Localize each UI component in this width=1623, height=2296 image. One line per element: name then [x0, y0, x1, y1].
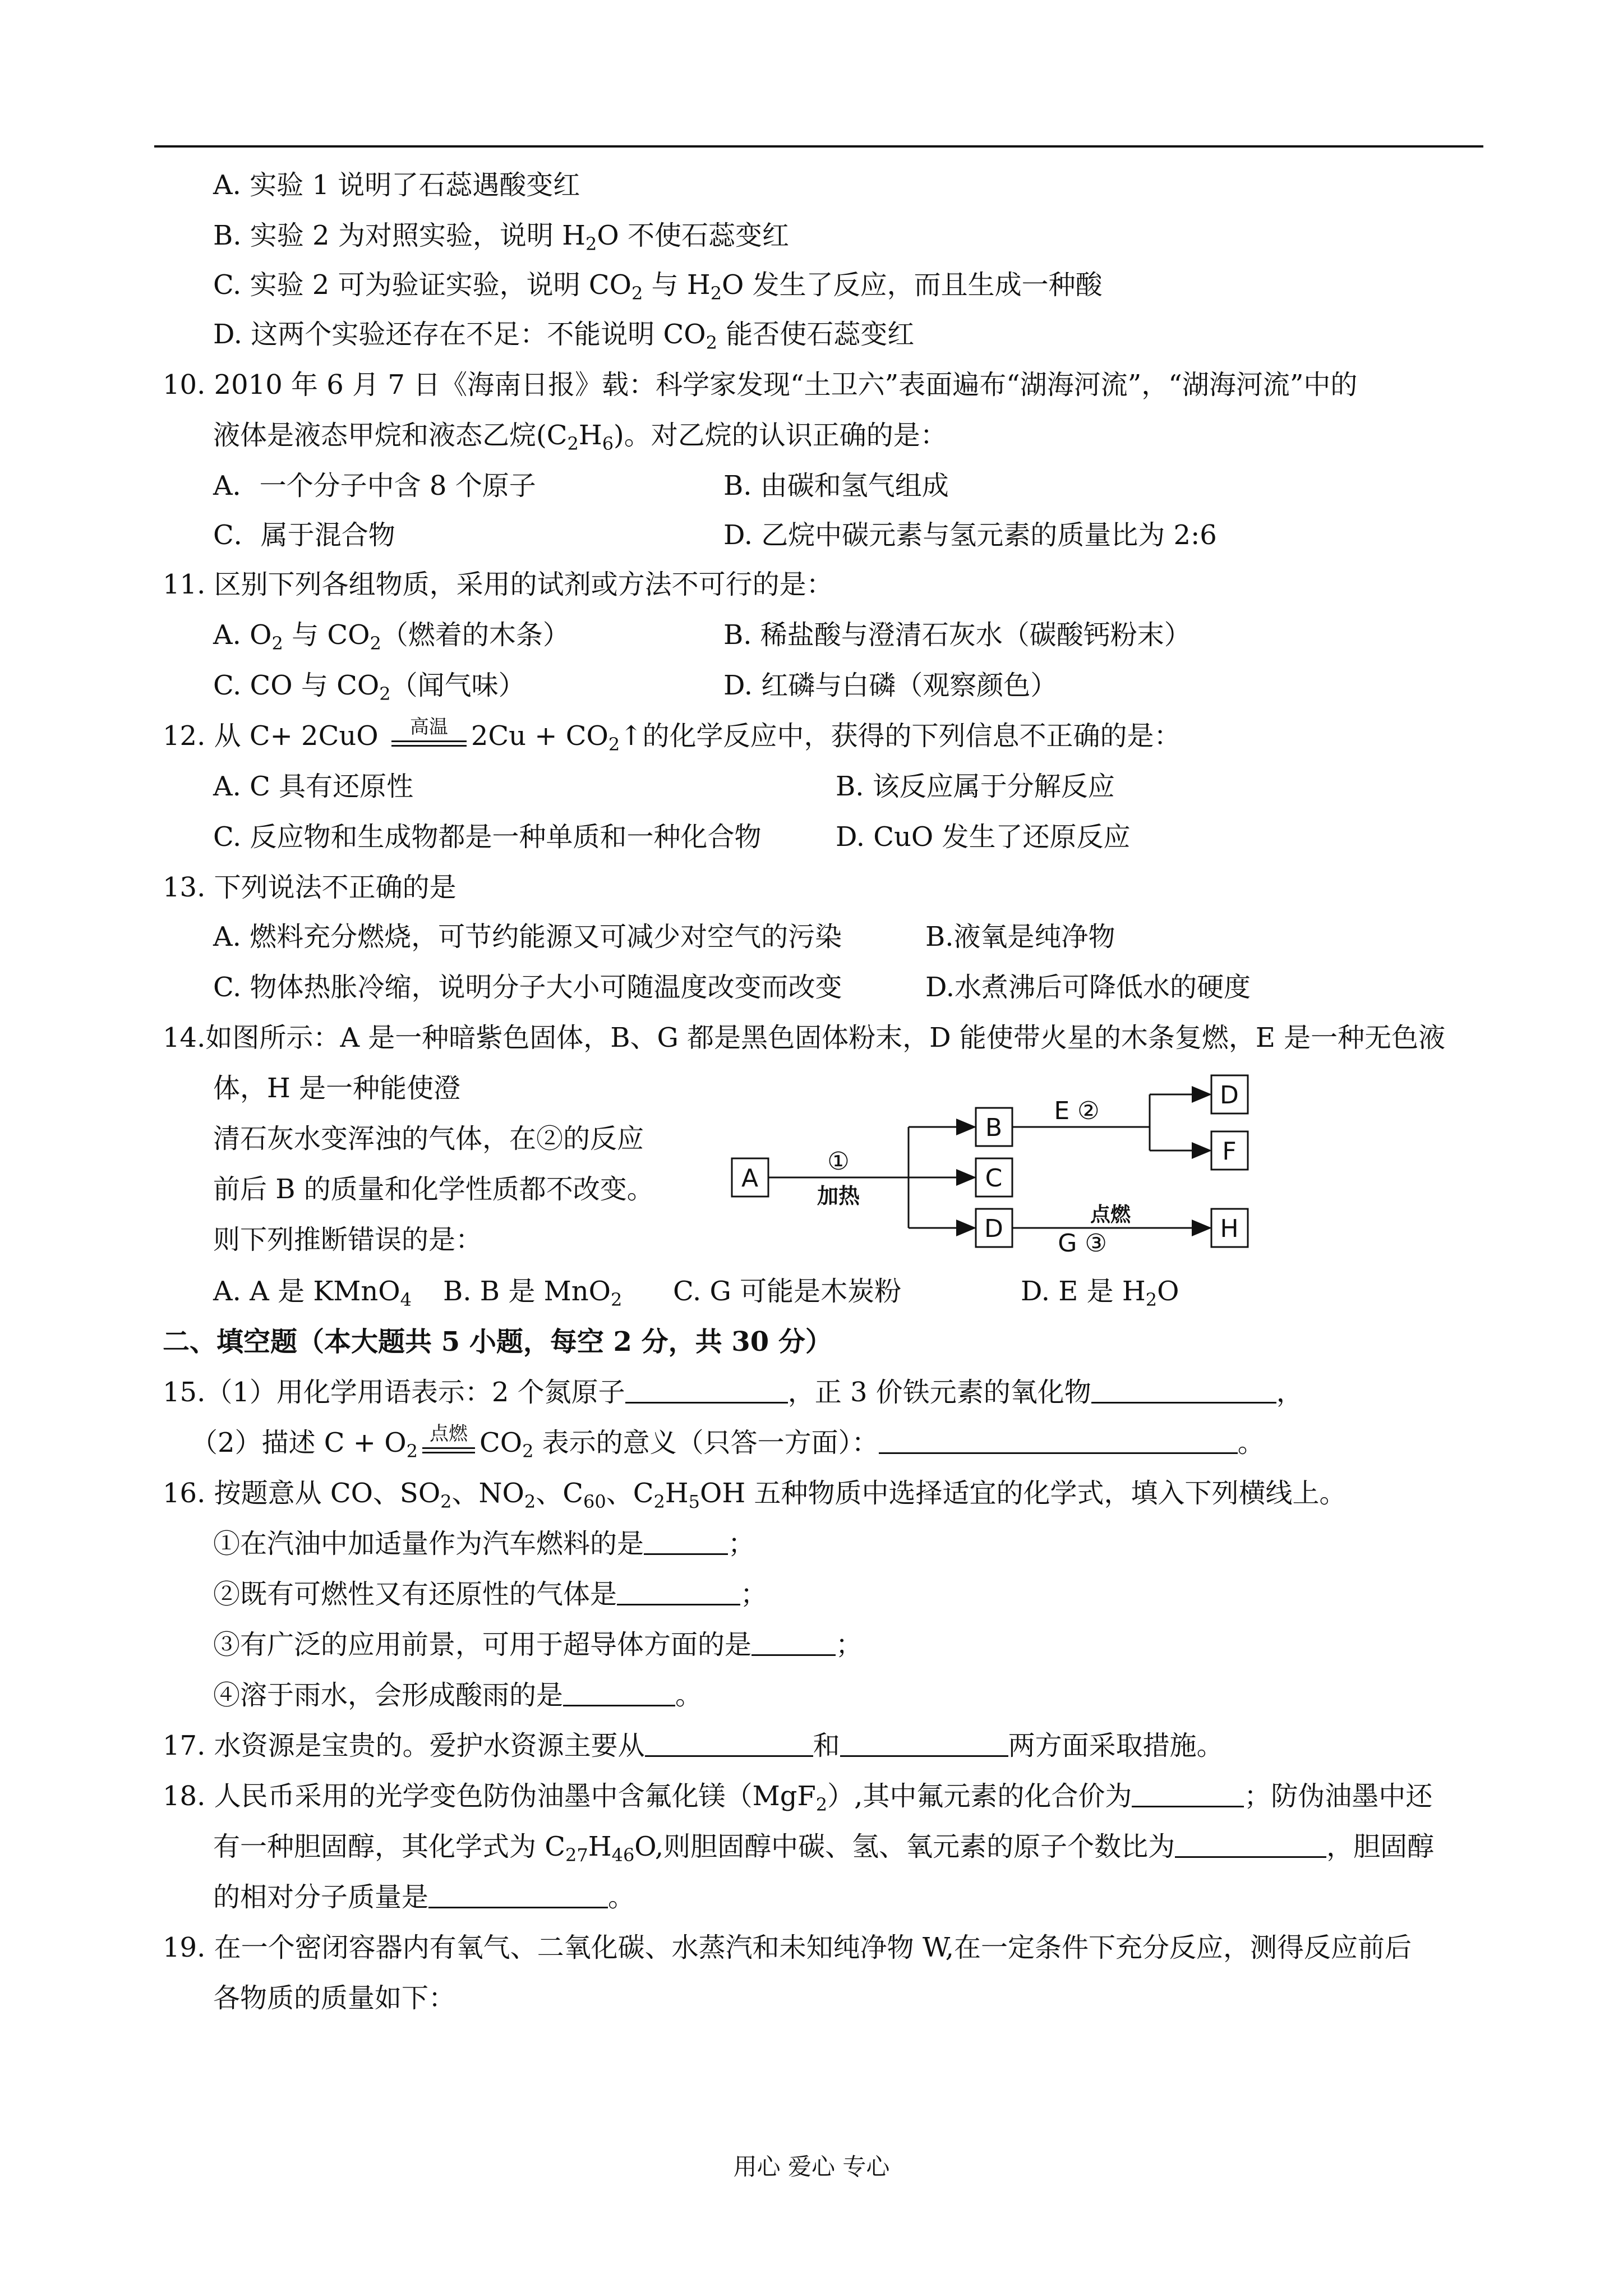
q13-option-b: B.液氧是纯净物	[925, 921, 1115, 953]
answer-blank[interactable]	[644, 1529, 728, 1555]
label-c: C	[985, 1164, 1003, 1193]
label-d2: D	[1220, 1081, 1239, 1110]
q10-option-d: D. 乙烷中碳元素与氢元素的质量比为 2:6	[723, 519, 1217, 551]
reaction-flow-diagram	[723, 1069, 1273, 1259]
q18-line3: 的相对分子质量是 。	[213, 1881, 635, 1913]
q9-option-a: A. 实验 1 说明了石蕊遇酸变红	[213, 169, 580, 201]
q14-stem-line3: 清石灰水变浑浊的气体，在②的反应	[213, 1123, 644, 1154]
label-b: B	[985, 1114, 1003, 1142]
q14-stem-line5: 则下列推断错误的是：	[213, 1224, 483, 1255]
label-ignite: 点燃	[1090, 1203, 1131, 1226]
label-d1: D	[984, 1214, 1003, 1243]
q10-option-a: A．一个分子中含 8 个原子	[213, 470, 536, 501]
label-h: H	[1220, 1214, 1239, 1243]
label-heat: 加热	[817, 1184, 860, 1208]
answer-blank[interactable]	[428, 1882, 608, 1908]
label-g3: G ③	[1058, 1229, 1107, 1258]
q14-option-c: C. G 可能是木炭粉	[673, 1276, 902, 1307]
q14-option-a: A. A 是 KMnO$_4$	[213, 1276, 412, 1310]
q9-option-b: B. 实验 2 为对照实验，说明 $H_2O$ 不使石蕊变红	[213, 220, 789, 255]
answer-blank[interactable]	[1091, 1377, 1276, 1404]
q16-item-3: ③有广泛的应用前景，可用于超导体方面的是 ；	[213, 1629, 863, 1660]
q10-stem-line1: 10. 2010 年 6 月 7 日《海南日报》载：科学家发现“土卫六”表面遍布“湖海河流”，“湖海河流”中的	[163, 369, 1358, 401]
q14-option-b: B. B 是 MnO$_2$	[443, 1276, 623, 1310]
q16-item-2: ②既有可燃性又有还原性的气体是 ；	[213, 1579, 768, 1610]
q9-option-c: C. 实验 2 可为验证实验，说明 $CO_2$ 与 $H_2O$ 发生了反应，而且生成一种酸	[213, 269, 1103, 304]
q15-line1: 15.（1）用化学用语表示：2 个氮原子 ，正 3 价铁元素的氧化物 ，	[163, 1377, 1303, 1408]
reaction-condition: 高温	[387, 719, 471, 753]
q14-stem-line2: 体，H 是一种能使澄	[213, 1073, 461, 1104]
q13-stem: 13. 下列说法不正确的是	[163, 872, 457, 903]
q14-stem-line1: 14.如图所示：A 是一种暗紫色固体，B、G 都是黑色固体粉末，D 能使带火星的木条复燃，E 是一种无色液	[163, 1022, 1446, 1053]
q17: 17. 水资源是宝贵的。爱护水资源主要从 和 两方面采取措施。	[163, 1730, 1224, 1761]
q11-stem: 11. 区别下列各组物质，采用的试剂或方法不可行的是：	[163, 569, 833, 600]
q16-item-4: ④溶于雨水，会形成酸雨的是 。	[213, 1680, 703, 1711]
q15-line2: （2）描述 $C + O_2$ 点燃 $CO_2$ 表示的意义（只答一方面）： 。	[191, 1423, 1265, 1462]
q12-option-d: D. CuO 发生了还原反应	[836, 821, 1131, 853]
answer-blank[interactable]	[1132, 1781, 1244, 1807]
answer-blank[interactable]	[840, 1731, 1008, 1757]
answer-blank[interactable]	[563, 1680, 675, 1706]
q16-stem: 16. 按题意从 CO、$SO_2$、$NO_2$、$C_{60}$、$C_2H_5OH$ 五种物质中选择适宜的化学式，填入下列横线上。	[163, 1478, 1347, 1512]
answer-blank[interactable]	[1175, 1832, 1326, 1858]
label-step1: ①	[827, 1147, 850, 1176]
q13-option-c: C. 物体热胀冷缩，说明分子大小可随温度改变而改变	[213, 972, 842, 1003]
answer-blank[interactable]	[879, 1428, 1238, 1454]
answer-blank[interactable]	[617, 1579, 740, 1605]
reaction-condition: 点燃	[418, 1426, 479, 1460]
header-rule	[154, 145, 1483, 148]
q12-option-b: B. 该反应属于分解反应	[836, 771, 1115, 802]
q14-option-d: D. E 是 $H_2O$	[1021, 1276, 1179, 1310]
label-e2: E ②	[1054, 1097, 1100, 1125]
q10-stem-line2: 液体是液态甲烷和液态乙烷$(C_2H_6)$。对乙烷的认识正确的是：	[213, 420, 947, 454]
q11-option-c: C. CO 与 $CO_2$（闻气味）	[213, 670, 525, 705]
q19-line1: 19. 在一个密闭容器内有氧气、二氧化碳、水蒸汽和未知纯净物 W,在一定条件下充分反应，测得反应前后	[163, 1932, 1412, 1963]
q10-option-c: C．属于混合物	[213, 519, 395, 551]
q13-option-d: D.水煮沸后可降低水的硬度	[925, 972, 1251, 1003]
q11-option-b: B. 稀盐酸与澄清石灰水（碳酸钙粉末）	[723, 619, 1191, 651]
label-f: F	[1222, 1137, 1237, 1166]
q9-option-d: D. 这两个实验还存在不足：不能说明 $CO_2$ 能否使石蕊变红	[213, 319, 915, 353]
q11-option-d: D. 红磷与白磷（观察颜色）	[723, 670, 1058, 701]
q18-line2: 有一种胆固醇，其化学式为 $C_{27}H_{46}O$,则胆固醇中碳、氢、氧元素的原子个数比为 ，胆固醇	[213, 1831, 1435, 1866]
section-2-heading: 二、填空题（本大题共 5 小题，每空 2 分，共 30 分）	[163, 1326, 832, 1358]
answer-blank[interactable]	[625, 1377, 788, 1404]
q11-option-a: A. $O_2$ 与 $CO_2$（燃着的木条）	[213, 619, 570, 654]
q13-option-a: A. 燃料充分燃烧，可节约能源又可减少对空气的污染	[213, 921, 842, 953]
q18-line1: 18. 人民币采用的光学变色防伪油墨中含氟化镁（MgF$_2$）,其中氟元素的化合价为 ；防伪油墨中还	[163, 1780, 1433, 1815]
q14-stem-line4: 前后 B 的质量和化学性质都不改变。	[213, 1174, 654, 1205]
q16-item-1: ①在汽油中加适量作为汽车燃料的是 ；	[213, 1528, 755, 1559]
q10-option-b: B. 由碳和氢气组成	[723, 470, 949, 501]
q12-stem: 12. 从 C+ 2CuO 高温 $2Cu + CO_2↑$的化学反应中，获得的下列信息不正确的是：	[163, 716, 1181, 755]
page-footer: 用心 爱心 专心	[733, 2153, 890, 2180]
q12-option-a: A. C 具有还原性	[213, 771, 414, 802]
answer-blank[interactable]	[645, 1731, 813, 1757]
answer-blank[interactable]	[751, 1630, 836, 1656]
label-a: A	[741, 1164, 759, 1193]
q12-option-c: C. 反应物和生成物都是一种单质和一种化合物	[213, 821, 762, 853]
q19-line2: 各物质的质量如下：	[213, 1982, 456, 2014]
